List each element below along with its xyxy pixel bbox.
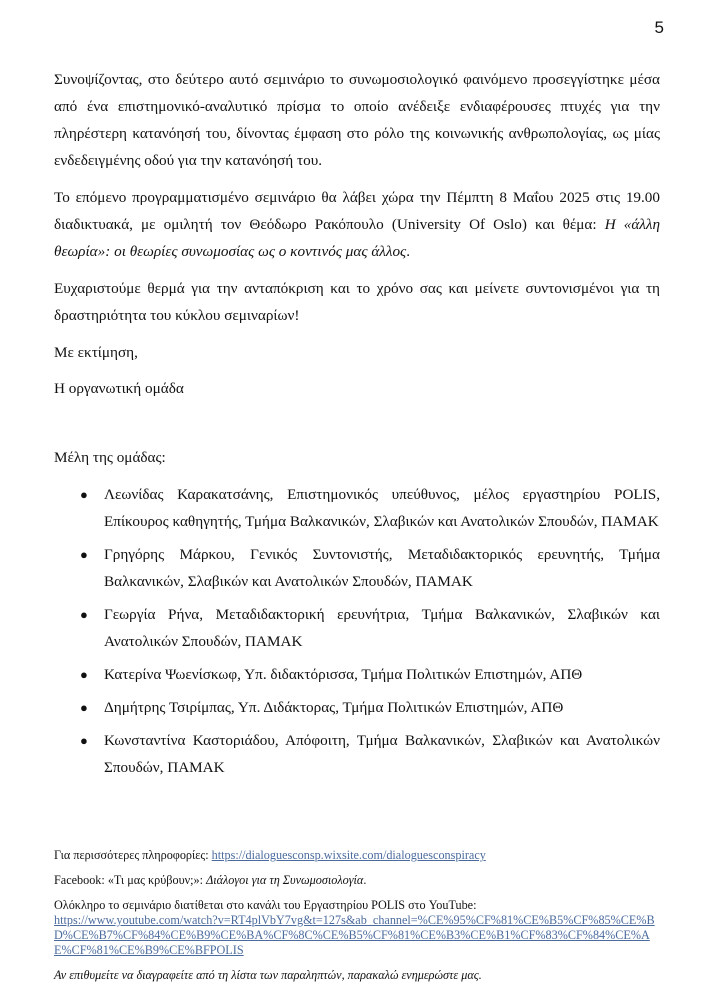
- bullet-icon: ●: [80, 667, 88, 682]
- member-text: Κωνσταντίνα Καστοριάδου, Απόφοιτη, Τμήμα Βαλκανικών, Σλαβικών και Ανατολικών Σπουδών, ΠΑΜΑΚ: [104, 732, 660, 776]
- list-item: [54, 541, 660, 595]
- facebook-line: [54, 873, 660, 888]
- members-heading: Μέλη της ομάδας:: [54, 449, 166, 466]
- next-seminar-paragraph: [54, 184, 660, 265]
- list-item: [54, 601, 660, 655]
- footer: [54, 848, 660, 993]
- facebook-suffix: .: [363, 873, 367, 887]
- unsubscribe-note: Αν επιθυμείτε να διαγραφείτε από τη λίστα των παραληπτών, παρακαλώ ενημερώστε μας.: [54, 968, 482, 982]
- list-item: [54, 694, 660, 721]
- member-text: Δημήτρης Τσιρίμπας, Υπ. Διδάκτορας, Τμήμα Πολιτικών Επιστημών, ΑΠΘ: [104, 699, 564, 716]
- next-seminar-text: Το επόμενο προγραμματισμένο σεμινάριο θα λάβει χώρα την Πέμπτη 8 Μαΐου 2025 στις 19.00 διαδικτυακά, με ομιλητή τον Θεόδωρο Ρακόπουλο (University Of Oslo) και θέμα:: [54, 189, 660, 233]
- youtube-link[interactable]: https://www.youtube.com/watch?v=RT4plVbY7vg&t=127s&ab_channel=%CE%95%CF%81%CE%B5%CF%85%CE%BD%CE%B7%CF%84%CE%B9%CE%BA%CF%8C%CE%B5%CF%81%CE%B3%CE%B1%CF%83%CF%84%CE%AE%CF%81%CE%B9%CE%BFPOLIS: [54, 913, 655, 957]
- list-item: [54, 481, 660, 535]
- members-list: [54, 481, 660, 781]
- member-text: Λεωνίδας Καρακατσάνης, Επιστημονικός υπεύθυνος, μέλος εργαστηρίου POLIS, Επίκουρος καθηγητής, Τμήμα Βαλκανικών, Σλαβικών και Ανατολικών Σπουδών, ΠΑΜΑΚ: [104, 486, 660, 530]
- facebook-page: Διάλογοι για τη Συνωμοσιολογία: [206, 873, 364, 887]
- member-text: Γρηγόρης Μάρκου, Γενικός Συντονιστής, Μεταδιδακτορικός ερευνητής, Τμήμα Βαλκανικών, Σλαβικών και Ανατολικών Σπουδών, ΠΑΜΑΚ: [104, 546, 660, 590]
- bullet-icon: ●: [80, 547, 88, 562]
- info-line: [54, 848, 660, 863]
- signature-line: Η οργανωτική ομάδα: [54, 380, 184, 397]
- bullet-icon: ●: [80, 607, 88, 622]
- member-text: Κατερίνα Ψωενίσκωφ, Υπ. διδακτόρισσα, Τμήμα Πολιτικών Επιστημών, ΑΠΘ: [104, 666, 583, 683]
- letter-body: [54, 66, 660, 787]
- thanks-paragraph: Ευχαριστούμε θερμά για την ανταπόκριση και το χρόνο σας και μείνετε συντονισμένοι για τη δραστηριότητα του κύκλου σεμιναρίων!: [54, 280, 660, 324]
- summary-paragraph: Συνοψίζοντας, στο δεύτερο αυτό σεμινάριο το συνωμοσιολογικό φαινόμενο προσεγγίστηκε μέσα από ένα επιστημονικό-αναλυτικό πρίσμα το οποίο ανέδειξε ενδιαφέρουσες πτυχές για την πληρέστερη κατανόησή του, δίνοντας έμφαση στο ρόλο της κοινωνικής ανθρωπολογίας, ως μίας ενδεδειγμένης οδού για την κατανόησή του.: [54, 71, 660, 169]
- youtube-line: [54, 898, 660, 958]
- next-seminar-suffix: .: [406, 243, 410, 260]
- list-item: [54, 727, 660, 781]
- list-item: [54, 661, 660, 688]
- bullet-icon: ●: [80, 733, 88, 748]
- website-link[interactable]: https://dialoguesconsp.wixsite.com/dialoguesconspiracy: [211, 848, 486, 862]
- bullet-icon: ●: [80, 487, 88, 502]
- regards-line: Με εκτίμηση,: [54, 344, 138, 361]
- youtube-text: Ολόκληρο το σεμινάριο διατίθεται στο κανάλι του Εργαστηρίου POLIS στο YouTube:: [54, 898, 477, 912]
- facebook-label: Facebook: «Τι μας κρύβουν;»:: [54, 873, 207, 887]
- page-number: 5: [654, 18, 664, 37]
- member-text: Γεωργία Ρήνα, Μεταδιδακτορική ερευνήτρια, Τμήμα Βαλκανικών, Σλαβικών και Ανατολικών Σπουδών, ΠΑΜΑΚ: [104, 606, 660, 650]
- info-label: Για περισσότερες πληροφορίες:: [54, 848, 212, 862]
- bullet-icon: ●: [80, 700, 88, 715]
- next-seminar-title: Η «άλλη θεωρία»: οι θεωρίες συνωμοσίας ως ο κοντινός μας άλλος: [54, 216, 660, 260]
